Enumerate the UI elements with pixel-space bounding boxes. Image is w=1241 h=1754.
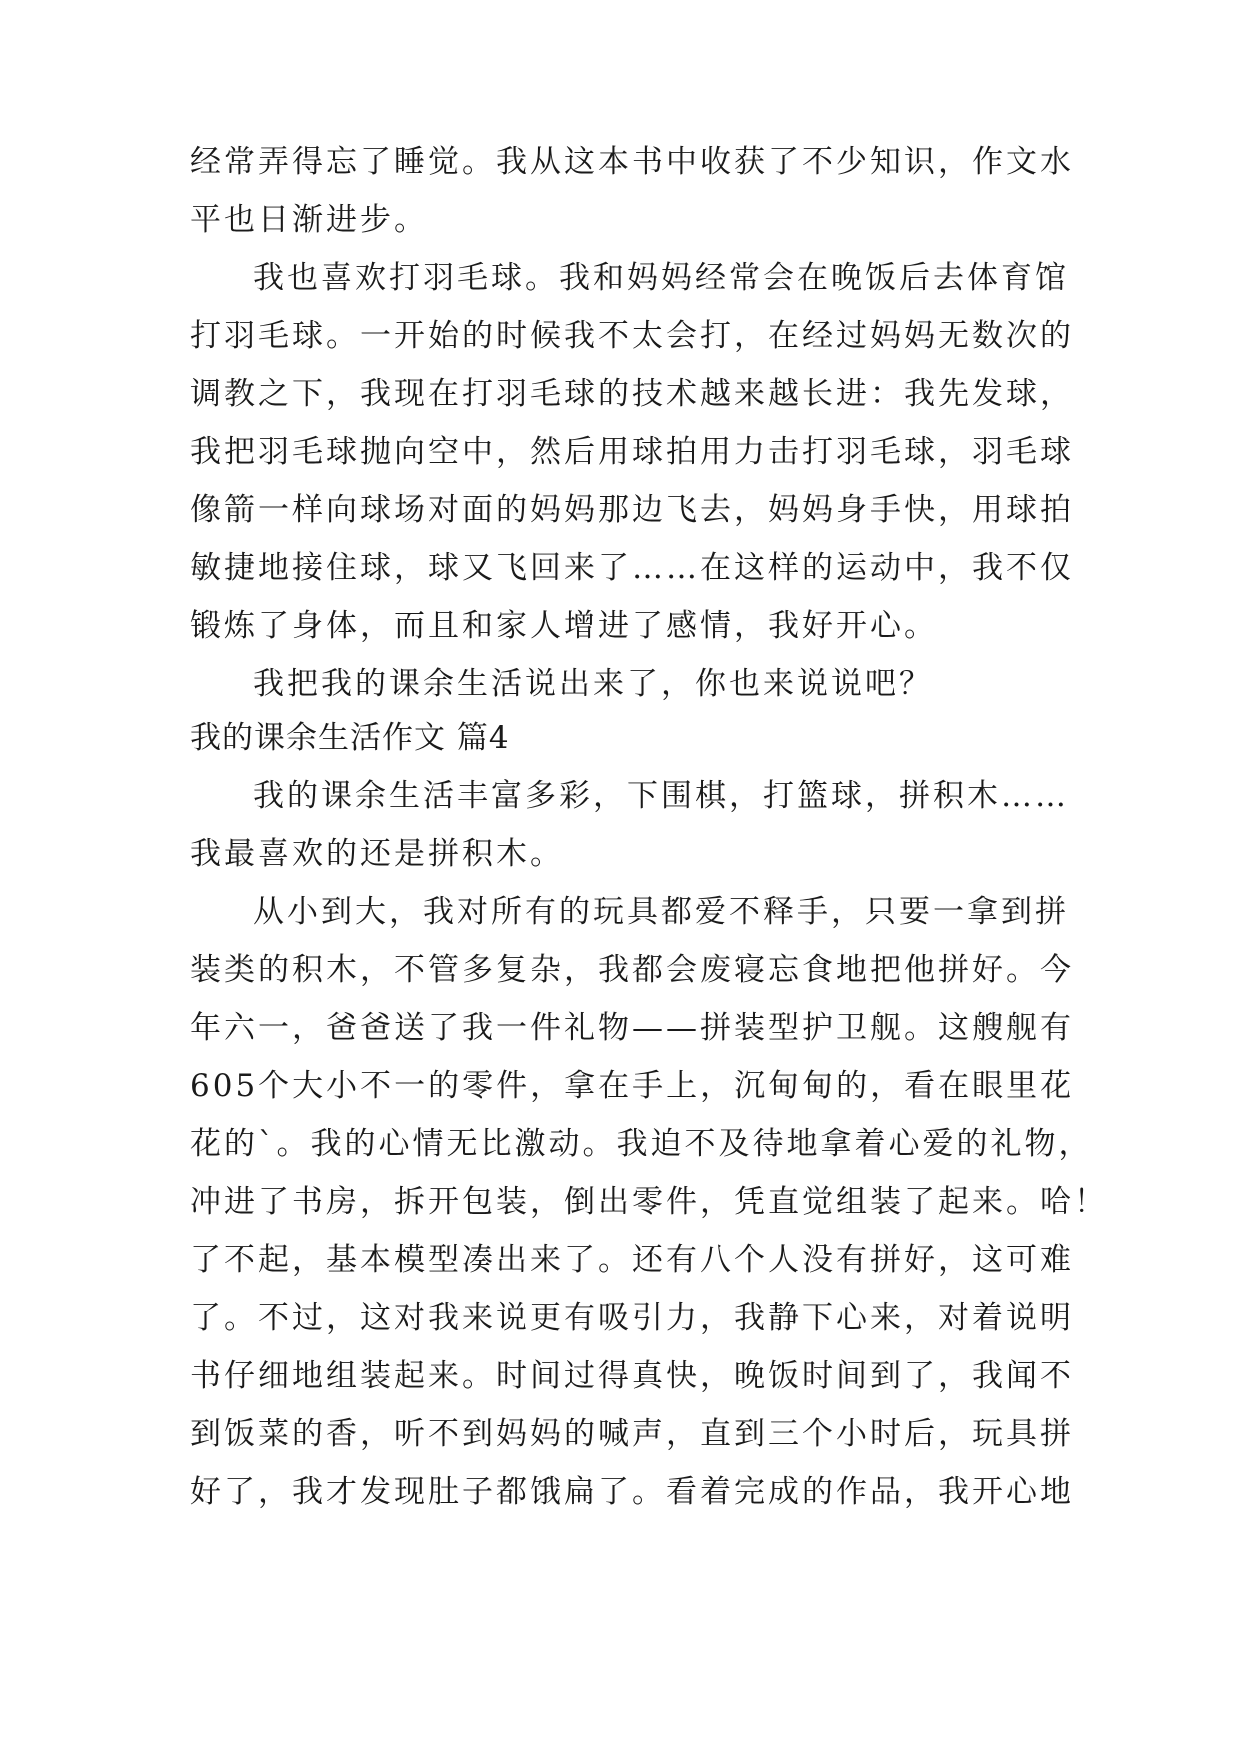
text-line: 经常弄得忘了睡觉。我从这本书中收获了不少知识，作文水 bbox=[190, 144, 1074, 180]
text-line: 像箭一样向球场对面的妈妈那边飞去，妈妈身手快，用球拍 bbox=[190, 492, 1074, 528]
text-line: 605个大小不一的零件，拿在手上，沉甸甸的，看在眼里花 bbox=[190, 1068, 1075, 1104]
paragraph-start: 我也喜欢打羽毛球。我和妈妈经常会在晚饭后去体育馆 bbox=[253, 260, 1069, 296]
text-line: 装类的积木，不管多复杂，我都会废寝忘食地把他拼好。今 bbox=[190, 952, 1074, 988]
section-heading: 我的课余生活作文 篇4 bbox=[190, 720, 510, 756]
text-line: 了。不过，这对我来说更有吸引力，我静下心来，对着说明 bbox=[190, 1300, 1074, 1336]
text-line: 平也日渐进步。 bbox=[190, 202, 428, 238]
text-line: 我最喜欢的还是拼积木。 bbox=[190, 836, 564, 872]
text-line: 花的`。我的心情无比激动。我迫不及待地拿着心爱的礼物， bbox=[190, 1126, 1093, 1162]
text-line: 年六一，爸爸送了我一件礼物——拼装型护卫舰。这艘舰有 bbox=[190, 1010, 1074, 1046]
text-line: 我把羽毛球抛向空中，然后用球拍用力击打羽毛球，羽毛球 bbox=[190, 434, 1074, 470]
paragraph-start: 我的课余生活丰富多彩，下围棋，打篮球，拼积木…… bbox=[253, 778, 1069, 814]
text-line: 了不起，基本模型凑出来了。还有八个人没有拼好，这可难 bbox=[190, 1242, 1074, 1278]
text-line: 敏捷地接住球，球又飞回来了……在这样的运动中，我不仅 bbox=[190, 550, 1074, 586]
paragraph-start: 从小到大，我对所有的玩具都爱不释手，只要一拿到拼 bbox=[253, 894, 1069, 930]
text-line: 锻炼了身体，而且和家人增进了感情，我好开心。 bbox=[190, 608, 938, 644]
text-line: 好了，我才发现肚子都饿扁了。看着完成的作品，我开心地 bbox=[190, 1474, 1074, 1510]
paragraph-start: 我把我的课余生活说出来了，你也来说说吧？ bbox=[253, 666, 933, 702]
text-line: 冲进了书房，拆开包装，倒出零件，凭直觉组装了起来。哈！ bbox=[190, 1184, 1108, 1220]
text-line: 到饭菜的香，听不到妈妈的喊声，直到三个小时后，玩具拼 bbox=[190, 1416, 1074, 1452]
text-line: 调教之下，我现在打羽毛球的技术越来越长进：我先发球， bbox=[190, 376, 1074, 412]
text-line: 打羽毛球。一开始的时候我不太会打，在经过妈妈无数次的 bbox=[190, 318, 1074, 354]
text-line: 书仔细地组装起来。时间过得真快，晚饭时间到了，我闻不 bbox=[190, 1358, 1074, 1394]
